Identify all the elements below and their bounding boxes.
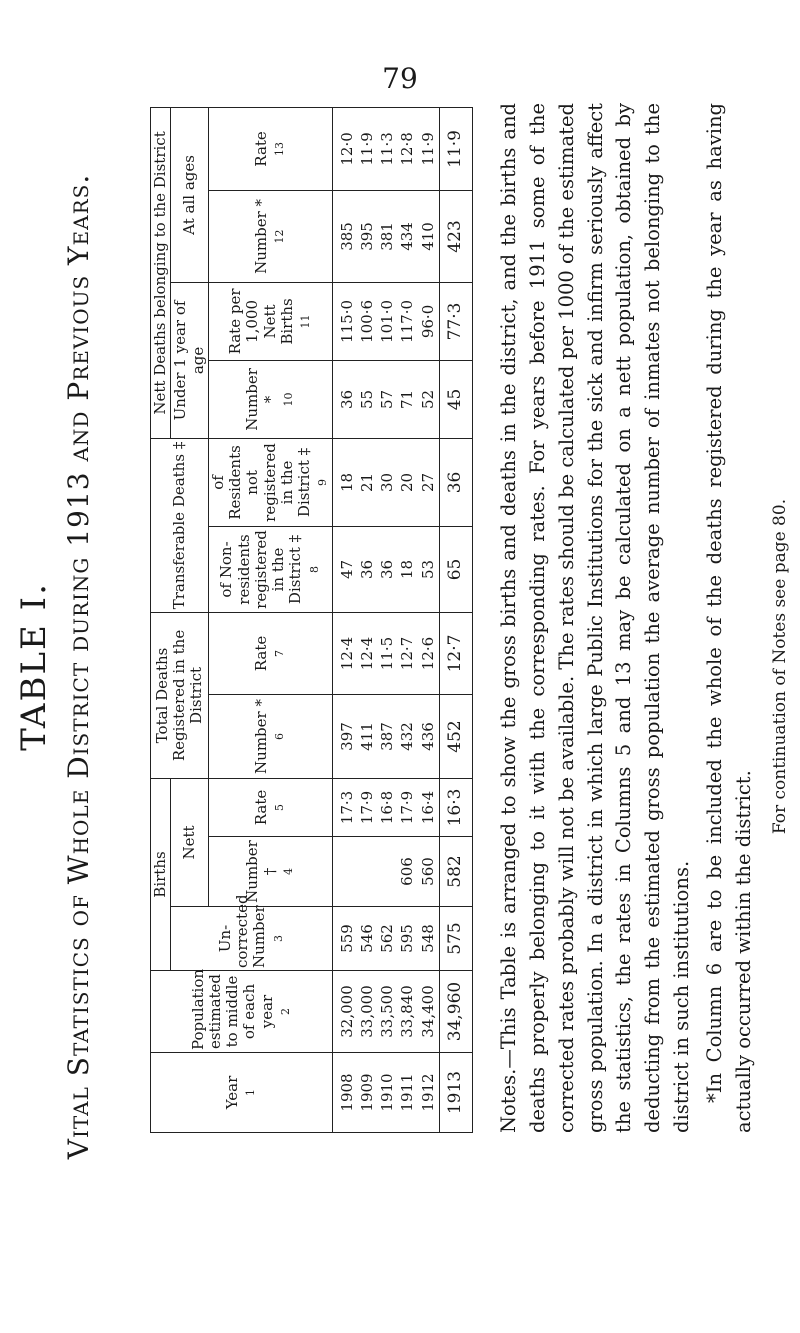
- cell: 582: [439, 837, 472, 907]
- col-head-8: of Non-residents registered in the District ‡ 8: [208, 526, 332, 612]
- cell: 12·7: [439, 612, 472, 694]
- cells-year: 1908 1909 1910 1911 1912: [332, 1053, 439, 1133]
- transferable-deaths-group-header: Transferable Deaths ‡: [151, 438, 209, 612]
- cells-all-ages-rate: 12·0 11·9 11·3 12·8 11·9: [332, 107, 439, 190]
- col-head-11: Rate per 1,000 Nett Births 11: [208, 282, 332, 360]
- col-head-5: Rate 5: [208, 778, 332, 836]
- notes-continuation: For continuation of Notes see page 80.: [770, 498, 790, 835]
- col-head-9: of Residents not registered in the District ‡ 9: [208, 438, 332, 526]
- cells-nett-births-number: 606 560: [332, 837, 439, 907]
- vital-statistics-table: [150, 107, 473, 1133]
- cells-total-deaths-number: 397 411 387 432 436: [332, 694, 439, 778]
- cells-under-one-number: 36 55 57 71 52: [332, 360, 439, 438]
- cell: 77·3: [439, 282, 472, 360]
- cells-population: 32,000 33,000 33,500 33,840 34,400: [332, 971, 439, 1053]
- col-head-10: Number * 10: [208, 360, 332, 438]
- cell: 1913: [439, 1053, 472, 1133]
- nett-births-group-header: Nett: [171, 778, 209, 906]
- cells-residents-not-registered: 18 21 30 20 27: [332, 438, 439, 526]
- col-head-7: Rate 7: [208, 612, 332, 694]
- cell: 11·9: [439, 107, 472, 190]
- col-head-12: Number * 12: [208, 190, 332, 282]
- col-head-1: Year 1: [151, 1053, 333, 1133]
- table-subtitle: Vital Statistics of Whole District during 1913 and Previous Years.: [62, 173, 95, 1160]
- cell: 16·3: [439, 778, 472, 836]
- cell: 36: [439, 438, 472, 526]
- cells-all-ages-number: 385 395 381 434 410: [332, 190, 439, 282]
- under-one-group-header: Under 1 year of age: [171, 282, 209, 438]
- cell: 423: [439, 190, 472, 282]
- all-ages-group-header: At all ages: [171, 107, 209, 282]
- cells-total-deaths-rate: 12·4 12·4 11·5 12·7 12·6: [332, 612, 439, 694]
- nett-deaths-group-header: Nett Deaths belonging to the District: [151, 107, 171, 438]
- births-group-header: Births: [151, 778, 171, 970]
- notes-footnote: *In Column 6 are to be included the whole of the deaths registered during the year as having actually occurred within the district.: [703, 103, 755, 1133]
- cell: 34,960: [439, 971, 472, 1053]
- cells-uncorrected-births: 559 546 562 595 548: [332, 907, 439, 971]
- year-data-block: [332, 107, 439, 1132]
- cell: 45: [439, 360, 472, 438]
- page-number: 79: [382, 62, 418, 95]
- notes-block: [495, 103, 759, 1133]
- cells-non-residents: 47 36 36 18 53: [332, 526, 439, 612]
- col-head-3: Un-corrected Number 3: [171, 907, 332, 971]
- cell: 575: [439, 907, 472, 971]
- notes-text: Notes.—This Table is arranged to show the gross births and deaths in the district, and the births and deaths properly belonging to it with the corresponding rates. For years before 1911 some of the corrected rates probably will not be available. The rates should be calculated per 1000 of the estimated gross population. In a district in which large Public Institutions for the sick and infirm seriously affect the statistics, the rates in Columns 5 and 13 may be calculated on a nett population, obtained by deducting from the estimated gross population the average number of inmates not belonging to the district in such institutions.: [497, 103, 694, 1133]
- col-head-2: Population estimated to middle of each year 2: [151, 971, 333, 1053]
- table-row-1913: [439, 107, 472, 1132]
- col-head-13: Rate 13: [208, 107, 332, 190]
- cells-nett-births-rate: 17·3 17·9 16·8 17·9 16·4: [332, 778, 439, 836]
- cells-under-one-rate: 115·0 100·6 101·0 117·0 96·0: [332, 282, 439, 360]
- cell: 452: [439, 694, 472, 778]
- cell: 65: [439, 526, 472, 612]
- col-head-6: Number * 6: [208, 694, 332, 778]
- table-title: TABLE I.: [14, 582, 54, 751]
- total-deaths-group-header: Total Deaths Registered in the District: [151, 612, 209, 778]
- col-head-4: Number † 4: [208, 837, 332, 907]
